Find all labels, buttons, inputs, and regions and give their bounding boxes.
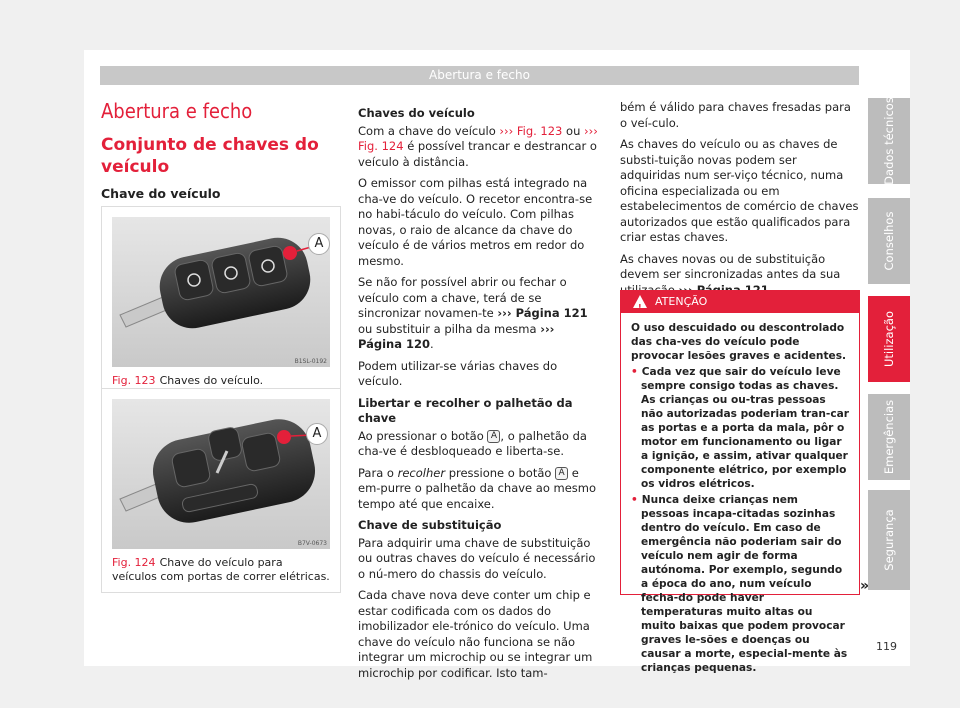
warning-bullet: • Cada vez que sair do veículo leve sempre consigo todas as chaves. As crianças ou ou-tras pessoas não autorizadas poderiam tran-car as portas e a porta da mala, pôr o motor em funcionamento ou ligar a ignição, e assim, ativar qualquer componente elétrico, por exemplo os vidros elétricos. <box>631 365 849 491</box>
paragraph: Para o recolher pressione o botão A e em-purre o palhetão da chave ao mesmo tempo até que encaixe. <box>358 465 597 511</box>
link-page-121[interactable]: ››› Página 121 <box>497 306 588 320</box>
figure-caption: Fig. 124 Chave do veículo para veículos com portas de correr elétricas. <box>112 556 330 583</box>
tab-conselhos[interactable]: Conselhos <box>868 198 910 284</box>
paragraph: O emissor com pilhas está integrado na cha-ve do veículo. O recetor encontra-se no habi-táculo do veículo. Com pilhas novas, o raio de alcance da chave do veículo é de vários metros em redor do mesmo. <box>358 176 593 268</box>
paragraph: Cada chave nova deve conter um chip e estar codificada com os dados do imobilizador ele-trónico do veículo. Uma chave do veículo não funciona se não integrar um microchip ou se integrar um microchip por codificar. Isto tam- <box>358 588 593 680</box>
tab-seguranca[interactable]: Segurança <box>868 490 910 590</box>
tab-emergencias[interactable]: Emergências <box>868 394 910 480</box>
key-illustration-icon <box>112 399 330 549</box>
link-page-120[interactable]: ››› Página 120 <box>358 321 555 351</box>
paragraph: As chaves novas ou de substituição devem ser sincronizadas antes da sua <box>620 252 860 299</box>
chapter-title: Abertura e fecho <box>101 99 253 123</box>
link-fig-123[interactable]: ››› Fig. 123 <box>499 123 563 138</box>
middle-column <box>358 100 598 687</box>
paragraph: Podem utilizar-se várias chaves do veículo. <box>358 358 558 388</box>
callout-a: A <box>308 233 330 255</box>
paragraph: Com a chave do veículo ››› Fig. 123 ou ››› Fig. 124 é possível trancar e destrancar o veículo à distância. <box>358 123 598 169</box>
warning-intro: O uso descuidado ou descontrolado das cha-ves do veículo pode provocar lesões graves e acidentes. <box>631 322 847 362</box>
right-column <box>620 100 860 304</box>
figure-code: B7V-0673 <box>297 540 327 547</box>
heading-substituicao: Chave de substituição <box>358 518 502 532</box>
callout-a: A <box>306 423 328 445</box>
figure-124 <box>101 388 341 593</box>
button-a-symbol: A <box>487 430 500 443</box>
heading-palhetao: Libertar e recolher o palhetão da chave <box>358 395 573 425</box>
paragraph: Para adquirir uma chave de substituição ou outras chaves do veículo é necessário o nú-mero do chassis do veículo. <box>358 535 596 581</box>
figure-caption: Fig. 123 Chaves do veículo. <box>112 374 264 387</box>
warning-bullet: • Nunca deixe crianças nem pessoas incapa-citadas sozinhas dentro do veículo. Em caso de emergência não poderiam sair do veículo nem agir de forma autónoma. Por exemplo, segundo a época do ano, num veículo fecha-do pode haver temperaturas muito altas ou muito baixas que podem provocar graves le-sões e doenças ou causar a morte, especial-mente às crianças pequenas. <box>631 493 849 675</box>
warning-triangle-icon <box>633 295 647 308</box>
heading-chaves: Chaves do veículo <box>358 106 475 120</box>
figure-123 <box>101 206 341 397</box>
tab-utilizacao[interactable]: Utilização <box>868 296 910 382</box>
running-header: Abertura e fecho <box>100 66 859 85</box>
figure-code: B1SL-0192 <box>294 358 327 365</box>
left-column <box>101 98 341 208</box>
section-title: Conjunto de chaves do veículo <box>101 135 319 177</box>
paragraph: Se não for possível abrir ou fechar o veículo com a chave, terá de se sincronizar novamen-te ››› Página 121 ou substituir a pilha da mesma ››› Página 120. <box>358 275 588 351</box>
key-photo-1 <box>112 217 330 367</box>
key-illustration-icon <box>112 217 330 367</box>
paragraph: bém é válido para chaves fresadas para o veí-culo. <box>620 100 851 130</box>
figure-number: Fig. 123 <box>112 374 156 387</box>
link-fig-124[interactable]: ››› Fig. 124 <box>358 123 598 153</box>
warning-body <box>621 313 859 683</box>
paragraph: Ao pressionar o botão A , o palhetão da cha-ve é desbloqueado e liberta-se. <box>358 428 587 458</box>
subsection-title: Chave do veículo <box>101 186 341 208</box>
figure-number: Fig. 124 <box>112 556 156 569</box>
paragraph: As chaves do veículo ou as chaves de substi-tuição novas podem ser adquiridas num ser-viço técnico, numa oficina especializada ou em estabelecimentos de comércio de chaves autorizados que estão qualificados para criar estas chaves. <box>620 137 859 244</box>
page-number: 119 <box>876 640 897 653</box>
warning-header <box>621 291 859 313</box>
continue-marker: » <box>860 578 870 594</box>
warning-box <box>620 290 860 674</box>
warning-title: ATENÇÃO <box>655 295 708 308</box>
button-a-symbol: A <box>555 467 568 480</box>
key-photo-2 <box>112 399 330 549</box>
tab-dados-tecnicos[interactable]: Dados técnicos <box>868 98 910 184</box>
